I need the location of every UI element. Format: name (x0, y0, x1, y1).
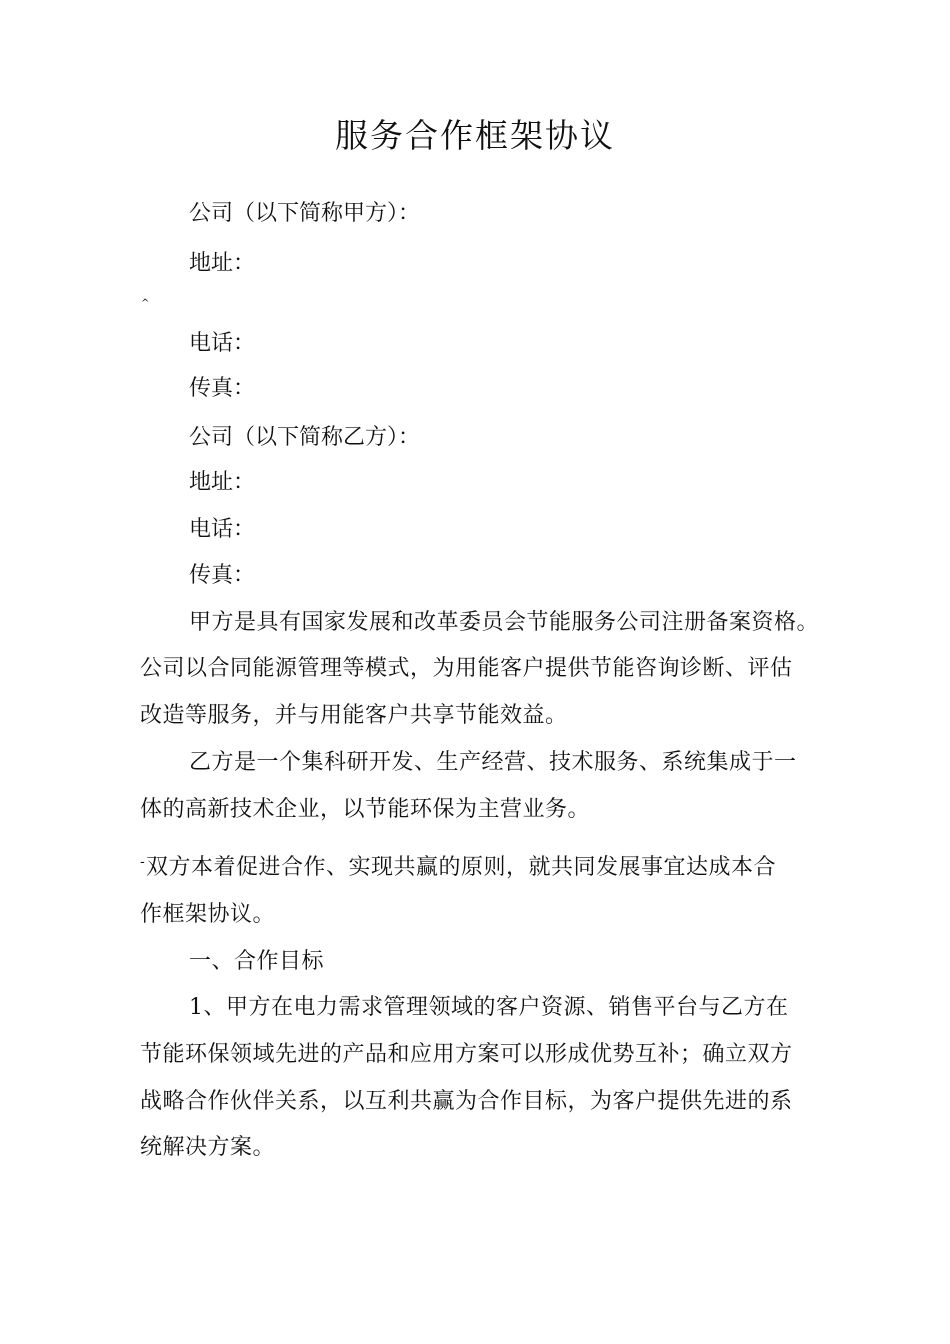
agreement-line-1: 双方本着促进合作、实现共赢的原则，就共同发展事宜达成本合 (146, 855, 777, 880)
party-a-address-label: 地址： (189, 251, 256, 276)
intro-b-line-1: 乙方是一个集科研开发、生产经营、技术服务、系统集成于一 (189, 750, 797, 775)
section-1-item-1-line-3: 战略合作伙伴关系，以互利共赢为合作目标，为客户提供先进的系 (140, 1089, 793, 1114)
section-1-title: 一、合作目标 (189, 949, 325, 974)
intro-a-line-3: 改造等服务，并与用能客户共享节能效益。 (140, 703, 568, 728)
party-b-fax-label: 传真： (189, 563, 256, 588)
margin-caret-mark: ^ (141, 298, 150, 309)
party-a-phone-label: 电话： (189, 331, 256, 356)
party-b-phone-label: 电话： (189, 517, 256, 542)
party-b-company-label: 公司（以下简称乙方）： (189, 425, 421, 450)
document-title: 服务合作框架协议 (335, 116, 615, 155)
agreement-line-2: 作框架协议。 (140, 902, 276, 927)
section-1-item-1-line-4: 统解决方案。 (140, 1135, 276, 1160)
party-a-fax-label: 传真： (189, 376, 256, 401)
section-1-item-1-line-2: 节能环保领域先进的产品和应用方案可以形成优势互补；确立双方 (140, 1042, 793, 1067)
intro-a-line-1: 甲方是具有国家发展和改革委员会节能服务公司注册备案资格。 (189, 610, 820, 635)
party-a-company-label: 公司（以下简称甲方）： (189, 201, 421, 226)
party-b-address-label: 地址： (189, 470, 256, 495)
intro-a-line-2: 公司以合同能源管理等模式，为用能客户提供节能咨询诊断、评估 (140, 656, 793, 681)
section-1-item-1-line-1: 1、甲方在电力需求管理领域的客户资源、销售平台与乙方在 (189, 995, 789, 1020)
intro-b-line-2: 体的高新技术企业，以节能环保为主营业务。 (140, 797, 591, 822)
margin-tick-mark: - (140, 854, 145, 870)
